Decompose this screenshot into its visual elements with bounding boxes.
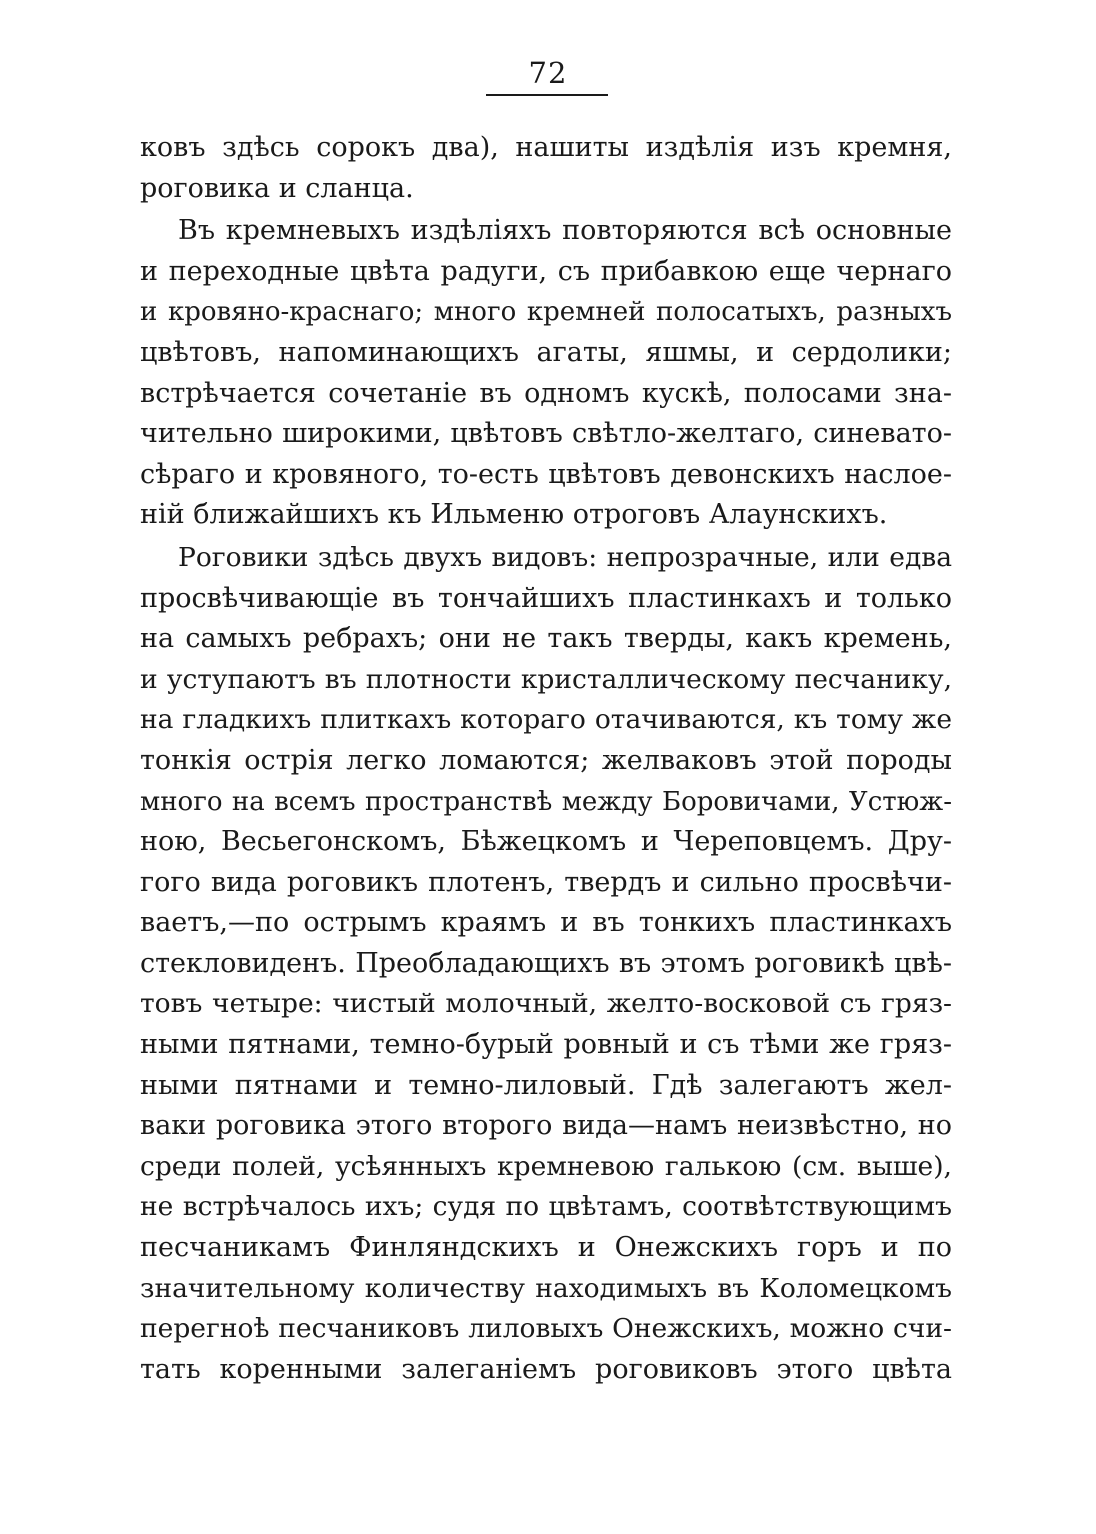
text-line: и кровяно-краснаго; много кремней полосатыхъ, разныхъ <box>140 297 952 328</box>
text-line: не встрѣчалось ихъ; судя по цвѣтамъ, соотвѣтствующимъ <box>140 1191 952 1223</box>
text-line: ными пятнами и темно-лиловый. Гдѣ залегаютъ жел- <box>140 1069 952 1101</box>
text-line: ваки роговика этого второго вида—намъ неизвѣстно, но <box>140 1110 952 1142</box>
text-line: гого вида роговикъ плотенъ, твердъ и сильно просвѣчи- <box>140 866 952 898</box>
text-line: Въ кремневыхъ издѣліяхъ повторяются всѣ основные <box>178 215 952 247</box>
body-text <box>140 128 952 1390</box>
text-line: на самыхъ ребрахъ; они не такъ тверды, какъ кремень, <box>140 623 952 655</box>
header-rule <box>486 94 608 96</box>
text-line: товъ четыре: чистый молочный, желто-восковой съ гряз- <box>140 988 952 1020</box>
text-line: чительно широкими, цвѣтовъ свѣтло-желтаго, синевато- <box>140 418 952 450</box>
text-line: ною, Весьегонскомъ, Бѣжецкомъ и Череповцемъ. Дру- <box>140 826 952 858</box>
text-line: Роговики здѣсь двухъ видовъ: непрозрачные, или едва <box>178 541 952 573</box>
text-line: и переходные цвѣта радуги, съ прибавкою еще чернаго <box>140 255 952 287</box>
text-line: ваетъ,—по острымъ краямъ и въ тонкихъ пластинкахъ <box>140 907 952 939</box>
text-line: ковъ здѣсь сорокъ два), нашиты издѣлія изъ кремня, <box>140 132 952 163</box>
paragraph <box>140 211 952 536</box>
text-line: перегноѣ песчаниковъ лиловыхъ Онежскихъ, можно счи- <box>140 1313 952 1345</box>
text-line: ній ближайшихъ къ Ильменю отроговъ Алаунскихъ. <box>140 499 888 531</box>
text-line: значительному количеству находимыхъ въ Коломецкомъ <box>140 1272 952 1304</box>
text-line: сѣраго и кровяного, то-есть цвѣтовъ девонскихъ наслое- <box>140 458 952 490</box>
text-line: песчаникамъ Финляндскихъ и Онежскихъ горъ и по <box>140 1232 952 1264</box>
text-line: ными пятнами, темно-бурый ровный и съ тѣми же гряз- <box>140 1029 952 1061</box>
text-line: роговика и сланца. <box>140 172 414 204</box>
text-line: тонкія острія легко ломаются; желваковъ этой породы <box>140 744 952 776</box>
paragraph <box>140 128 952 209</box>
text-line: и уступаютъ въ плотности кристаллическому песчанику, <box>140 663 952 695</box>
paragraph <box>140 538 952 1390</box>
text-line: на гладкихъ плиткахъ котораго отачиваются, къ тому же <box>140 704 952 736</box>
text-line: встрѣчается сочетаніе въ одномъ кускѣ, полосами зна- <box>140 377 952 409</box>
text-line: стекловиденъ. Преобладающихъ въ этомъ роговикѣ цвѣ- <box>140 947 952 979</box>
text-line: цвѣтовъ, напоминающихъ агаты, яшмы, и сердолики; <box>140 336 952 368</box>
text-line: среди полей, усѣянныхъ кремневою галькою (см. выше), <box>140 1150 952 1182</box>
text-line: много на всемъ пространствѣ между Боровичами, Устюж- <box>140 786 952 817</box>
page-number: 72 <box>528 56 568 90</box>
text-line: просвѣчивающіе въ тончайшихъ пластинкахъ и только <box>140 582 952 614</box>
text-line: тать коренными залеганіемъ роговиковъ этого цвѣта <box>140 1353 952 1385</box>
